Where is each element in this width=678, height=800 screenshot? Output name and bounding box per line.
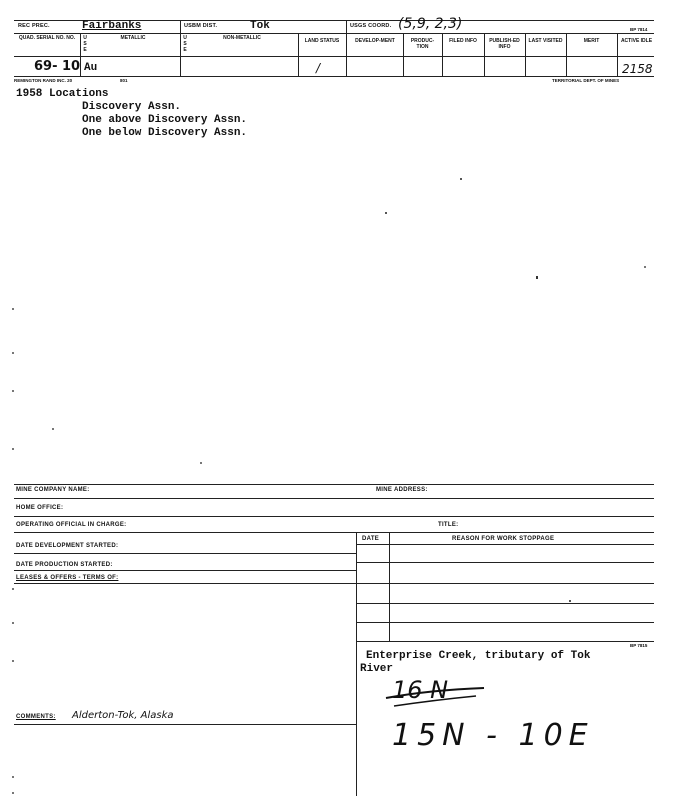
active-idle-value: 2158 xyxy=(622,62,653,76)
mine-address-label: MINE ADDRESS: xyxy=(376,487,428,493)
imprint-right: TERRITORIAL DEPT. OF MINES xyxy=(552,78,620,83)
operating-official-label: OPERATING OFFICIAL IN CHARGE: xyxy=(16,522,127,528)
date-column-header: DATE xyxy=(362,536,380,542)
col-quad-serial: QUAD. SERIAL NO. NO. xyxy=(18,35,76,41)
quad-serial-value: 69- 10 xyxy=(34,59,81,74)
rec-prec-value: Fairbanks xyxy=(82,20,142,32)
col-filed-info: FILED INFO xyxy=(449,38,477,44)
usbm-dist-value: Tok xyxy=(250,20,270,32)
note-line-4: One below Discovery Assn. xyxy=(82,127,248,139)
mine-company-label: MINE COMPANY NAME: xyxy=(16,487,90,493)
col-metallic: METALLIC xyxy=(120,35,146,41)
col-nonmetallic-prefix: U S E xyxy=(183,35,187,53)
struck-handwriting: 16 N xyxy=(380,670,490,720)
note-line-2: Discovery Assn. xyxy=(82,101,182,113)
leases-label: LEASES & OFFERS - TERMS OF: xyxy=(16,575,119,581)
note-line-1: 1958 Locations xyxy=(16,88,109,100)
col-active-idle: ACTIVE IDLE xyxy=(620,38,653,44)
home-office-label: HOME OFFICE: xyxy=(16,505,64,511)
col-metallic-prefix: U S E xyxy=(83,35,87,53)
usgs-coord-value: (5,9, 2,3) xyxy=(398,16,463,32)
col-merit: MERIT xyxy=(583,38,600,44)
col-nonmetallic: NON-METALLIC xyxy=(223,35,261,41)
col-published-info: PUBLISH-ED INFO xyxy=(489,38,520,50)
usgs-coord-label: USGS COORD. xyxy=(350,23,392,29)
col-development: DEVELOP-MENT xyxy=(355,38,395,44)
land-status-value: / xyxy=(316,61,321,75)
form-code-top: BP 7814 xyxy=(630,27,648,32)
comments-value: Alderton-Tok, Alaska xyxy=(72,710,174,721)
rec-prec-label: REC PREC. xyxy=(18,23,50,29)
date-development-label: DATE DEVELOPMENT STARTED: xyxy=(16,543,119,549)
col-land-status: LAND STATUS xyxy=(304,38,340,44)
comments-label: COMMENTS: xyxy=(16,714,56,720)
location-text-line-2: River xyxy=(360,663,394,675)
imprint-mid: 801 xyxy=(120,78,128,83)
form-code-bottom: BP 7815 xyxy=(630,643,648,648)
note-line-3: One above Discovery Assn. xyxy=(82,114,248,126)
title-label: TITLE: xyxy=(438,522,459,528)
date-production-label: DATE PRODUCTION STARTED: xyxy=(16,562,113,568)
township-range-handwriting: 15N - 10E xyxy=(392,718,594,753)
reason-column-header: REASON FOR WORK STOPPAGE xyxy=(452,536,555,542)
imprint-left: REMINGTON RAND INC. 20 xyxy=(14,78,73,83)
col-production: PRODUC-TION xyxy=(410,38,435,50)
usbm-dist-label: USBM DIST. xyxy=(184,23,218,29)
col-last-visited: LAST VISITED xyxy=(528,38,563,44)
location-text-line-1: Enterprise Creek, tributary of Tok xyxy=(366,650,591,662)
metallic-value: Au xyxy=(84,62,98,74)
